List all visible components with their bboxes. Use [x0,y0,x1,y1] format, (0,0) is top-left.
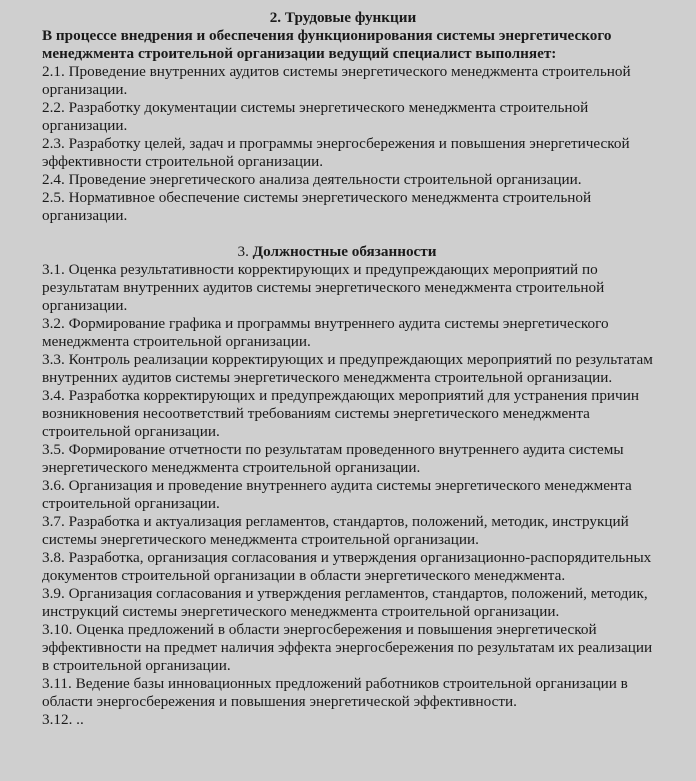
list-item-3-12: 3.12. .. [42,711,84,728]
section-title-job-duties [42,243,632,261]
list-item-3-10: 3.10. Оценка предложений в области энергосбережения и повышения энергетической эффективности на предмет наличия эффекта энергосбережения по результатам их реализации в строительной организации. [42,621,653,674]
list-item-3-9: 3.9. Организация согласования и утверждения регламентов, стандартов, положений, методик, инструкций системы энергетического менеджмента строительной организации. [42,585,648,620]
list-item-3-2: 3.2. Формирование графика и программы внутреннего аудита системы энергетического менеджмента строительной организации. [42,315,609,350]
list-item-2-2: 2.2. Разработку документации системы энергетического менеджмента строительной организации. [42,99,589,134]
list-item-2-1: 2.1. Проведение внутренних аудитов системы энергетического менеджмента строительной организации. [42,63,631,98]
section-spacer [42,225,662,243]
list-item-2-4: 2.4. Проведение энергетического анализа деятельности строительной организации. [42,171,582,188]
section-title-labor-functions: 2. Трудовые функции [269,9,417,26]
list-item-3-1: 3.1. Оценка результативности корректирующих и предупреждающих мероприятий по результатам внутренних аудитов системы энергетического менеджмента строительной организации. [42,261,605,314]
list-item-3-8: 3.8. Разработка, организация согласования и утверждения организационно-распорядительных документов строительной организации в области энергетического менеджмента. [42,549,652,584]
section-title-text: Должностные обязанности [252,243,437,260]
section-labor-functions [42,9,662,225]
section-job-duties [42,243,662,729]
section-number: 3. [237,243,249,260]
list-item-2-3: 2.3. Разработку целей, задач и программы энергосбережения и повышения энергетической эффективности строительной организации. [42,135,630,170]
list-item-3-3: 3.3. Контроль реализации корректирующих и предупреждающих мероприятий по результатам внутренних аудитов системы энергетического менеджмента строительной организации. [42,351,653,386]
list-item-3-5: 3.5. Формирование отчетности по результатам проведенного внутреннего аудита системы энергетического менеджмента строительной организации. [42,441,624,476]
list-item-3-6: 3.6. Организация и проведение внутреннего аудита системы энергетического менеджмента строительной организации. [42,477,632,512]
list-item-2-5: 2.5. Нормативное обеспечение системы энергетического менеджмента строительной организации. [42,189,592,224]
section-intro: В процессе внедрения и обеспечения функционирования системы энергетического менеджмента строительной организации ведущий специалист выполняет: [42,27,612,62]
list-item-3-4: 3.4. Разработка корректирующих и предупреждающих мероприятий для устранения причин возникновения несоответствий требованиям системы энергетического менеджмента строительной организации. [42,387,639,440]
list-item-3-11: 3.11. Ведение базы инновационных предложений работников строительной организации в области энергосбережения и повышения энергетической эффективности. [42,675,628,710]
list-item-3-7: 3.7. Разработка и актуализация регламентов, стандартов, положений, методик, инструкций системы энергетического менеджмента строительной организации. [42,513,629,548]
